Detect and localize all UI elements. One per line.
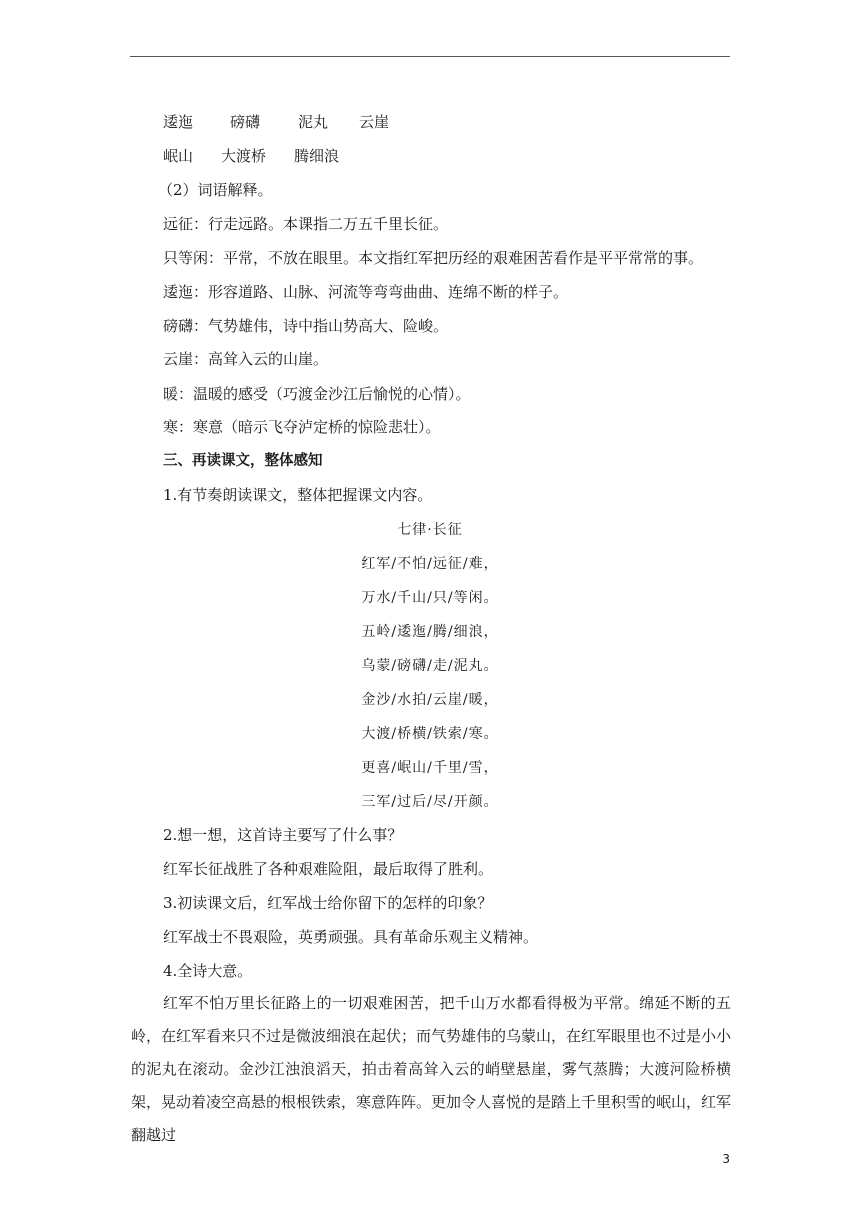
vocab-row-1 <box>163 112 389 132</box>
poem-line: 更喜/岷山/千里/雪， <box>361 760 499 776</box>
subsection-title: （2）词语解释。 <box>158 181 273 199</box>
definition: 暖：温暖的感受（巧渡金沙江后愉悦的心情）。 <box>163 385 471 403</box>
poem-line: 三军/过后/尽/开颜。 <box>361 794 499 810</box>
definition: 只等闲：平常，不放在眼里。本文指红军把历经的艰难困苦看作是平平常常的事。 <box>163 249 704 267</box>
question-1: 1.有节奏朗读课文，整体把握课文内容。 <box>163 486 433 504</box>
poem-title: 七律·长征 <box>397 522 463 538</box>
question-4: 4.全诗大意。 <box>163 962 253 980</box>
definition: 远征：行走远路。本课指二万五千里长征。 <box>163 215 449 233</box>
vocab-word: 腾细浪 <box>294 147 340 165</box>
definition: 云崖：高耸入云的山崖。 <box>163 350 329 368</box>
vocab-word: 泥丸 <box>298 113 329 131</box>
section-heading: 三、再读课文，整体感知 <box>163 453 323 469</box>
page-number: 3 <box>722 1152 730 1166</box>
vocab-word: 逶迤 <box>163 113 194 131</box>
vocab-word: 磅礴 <box>230 113 261 131</box>
definition: 寒：寒意（暗示飞夺泸定桥的惊险悲壮）。 <box>163 418 441 436</box>
question-3: 3.初读课文后，红军战士给你留下的怎样的印象？ <box>163 894 493 912</box>
definition: 逶迤：形容道路、山脉、河流等弯弯曲曲、连绵不断的样子。 <box>163 283 569 301</box>
poem-line: 大渡/桥横/铁索/寒。 <box>361 726 499 742</box>
vocab-row-2 <box>163 146 339 166</box>
header-rule <box>130 56 730 57</box>
vocab-word: 云崖 <box>359 113 390 131</box>
answer-2: 红军长征战胜了各种艰难险阻，最后取得了胜利。 <box>163 860 494 878</box>
poem-line: 五岭/逶迤/腾/细浪， <box>361 624 499 640</box>
poem-line: 乌蒙/磅礴/走/泥丸。 <box>361 658 499 674</box>
poem-line: 金沙/水拍/云崖/暖， <box>361 692 499 708</box>
poem-line: 万水/千山/只/等闲。 <box>361 590 499 606</box>
answer-4-paragraph: 红军不怕万里长征路上的一切艰难困苦，把千山万水都看得极为平常。绵延不断的五岭，在红军看来只不过是微波细浪在起伏；而气势雄伟的乌蒙山，在红军眼里也不过是小小的泥丸在滚动。金沙江浊浪滔天，拍击着高耸入云的峭壁悬崖，雾气蒸腾；大渡河险桥横架，晃动着凌空高悬的根根铁索，寒意阵阵。更加令人喜悦的是踏上千里积雪的岷山，红军翻越过 <box>131 994 732 1144</box>
poem-line: 红军/不怕/远征/难， <box>361 556 499 572</box>
question-2: 2.想一想，这首诗主要写了什么事？ <box>163 826 403 844</box>
vocab-word: 岷山 <box>163 147 194 165</box>
answer-3: 红军战士不畏艰险，英勇顽强。具有革命乐观主义精神。 <box>163 928 539 946</box>
vocab-word: 大渡桥 <box>221 147 267 165</box>
definition: 磅礴：气势雄伟，诗中指山势高大、险峻。 <box>163 317 449 335</box>
